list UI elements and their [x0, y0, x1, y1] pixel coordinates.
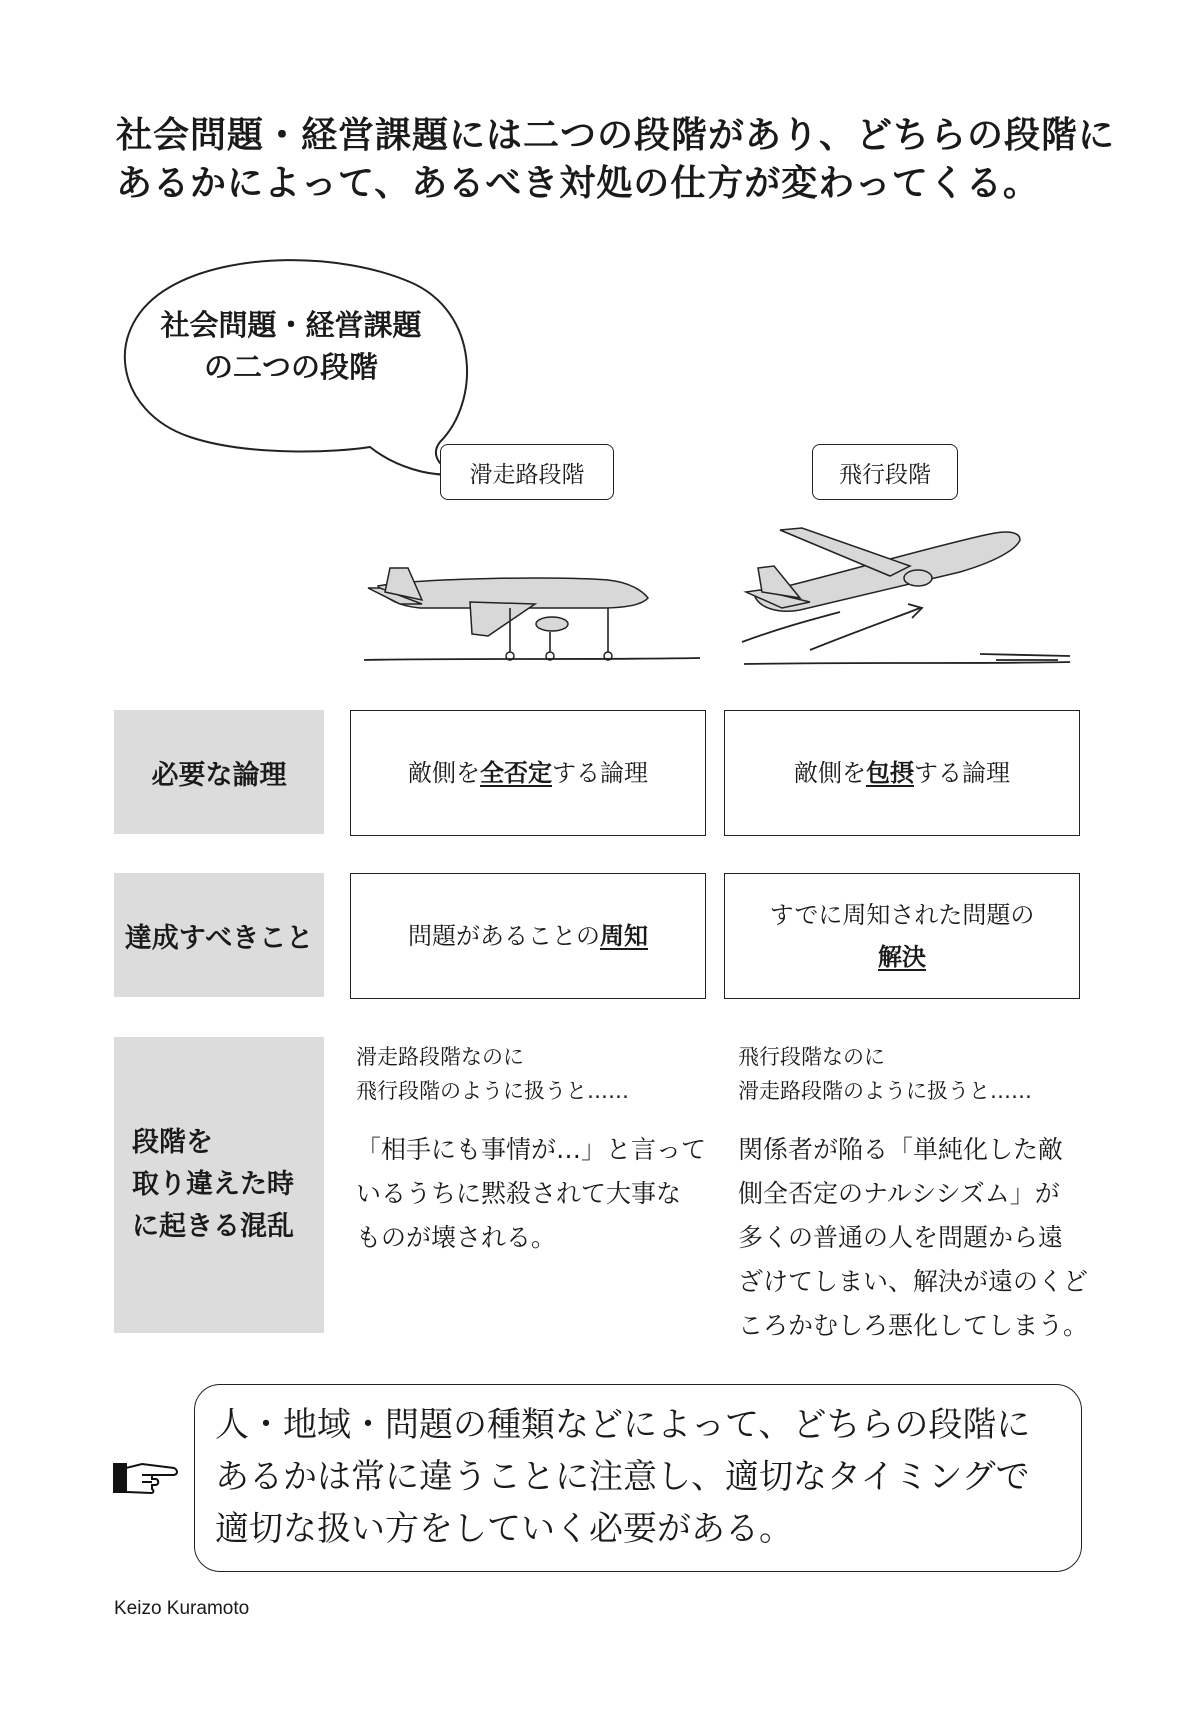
emphasis-text: 周知 — [600, 922, 648, 950]
emphasis-text: 包摂 — [866, 759, 914, 787]
confusion-runway-text — [356, 1128, 706, 1260]
text-line: 側全否定のナルシシズム」が — [738, 1179, 1060, 1208]
runway-airplane-icon — [360, 508, 710, 678]
text-line: ものが壊される。 — [356, 1223, 557, 1252]
cell-text: 敵側を — [408, 759, 480, 787]
cell-text: する論理 — [552, 759, 648, 787]
conclusion-line: あるかは常に違うことに注意し、適切なタイミングで — [215, 1457, 1030, 1497]
confusion-flight-text — [738, 1128, 1088, 1348]
flight-airplane-icon — [740, 522, 1080, 672]
text-line: ころかむしろ悪化してしまう。 — [738, 1311, 1089, 1340]
cell-text: する論理 — [914, 759, 1010, 787]
stage-label-flight: 飛行段階 — [812, 444, 958, 500]
bubble-line-1: 社会問題・経営課題 — [160, 308, 422, 342]
pointing-hand-icon — [112, 1458, 178, 1498]
emphasis-text: 全否定 — [480, 759, 552, 787]
conclusion-box — [194, 1384, 1082, 1572]
cell-text: 問題があることの — [408, 922, 600, 950]
conclusion-line: 適切な扱い方をしていく必要がある。 — [215, 1509, 793, 1549]
stage-label-runway: 滑走路段階 — [440, 444, 614, 500]
note-line: 飛行段階のように扱うと…… — [356, 1079, 629, 1103]
emphasis-text: 解決 — [878, 943, 926, 971]
author-credit: Keizo Kuramoto — [114, 1598, 250, 1619]
cell-goal-runway — [350, 873, 706, 999]
page-title-line-2: あるかによって、あるべき対処の仕方が変わってくる。 — [116, 163, 1040, 204]
cell-text: すでに周知された問題の — [769, 901, 1035, 929]
text-line: 関係者が陥る「単純化した敵 — [738, 1135, 1064, 1164]
note-line: 滑走路段階のように扱うと…… — [738, 1079, 1032, 1103]
note-line: 飛行段階なのに — [738, 1045, 885, 1069]
row-label-line: 取り違えた時 — [132, 1169, 294, 1200]
text-line: 多くの普通の人を問題から遠 — [738, 1223, 1064, 1252]
confusion-flight-note — [738, 1040, 1032, 1108]
note-line: 滑走路段階なのに — [356, 1045, 524, 1069]
text-line: 「相手にも事情が…」と言って — [356, 1135, 707, 1164]
cell-goal-flight — [724, 873, 1080, 999]
cell-logic-flight — [724, 710, 1080, 836]
row-label-confusion — [114, 1037, 324, 1333]
row-label-goal: 達成すべきこと — [114, 873, 324, 997]
row-label-logic: 必要な論理 — [114, 710, 324, 834]
conclusion-line: 人・地域・問題の種類などによって、どちらの段階に — [215, 1405, 1031, 1445]
cell-logic-runway — [350, 710, 706, 836]
cell-text: 敵側を — [794, 759, 866, 787]
text-line: ざけてしまい、解決が遠のくど — [738, 1267, 1089, 1296]
text-line: いるうちに黙殺されて大事な — [356, 1179, 682, 1208]
row-label-line: に起きる混乱 — [132, 1211, 294, 1242]
row-label-line: 段階を — [132, 1127, 213, 1158]
page-title-line-1: 社会問題・経営課題には二つの段階があり、どちらの段階に — [116, 115, 1116, 156]
bubble-line-2: の二つの段階 — [203, 350, 378, 384]
confusion-runway-note — [356, 1040, 629, 1108]
